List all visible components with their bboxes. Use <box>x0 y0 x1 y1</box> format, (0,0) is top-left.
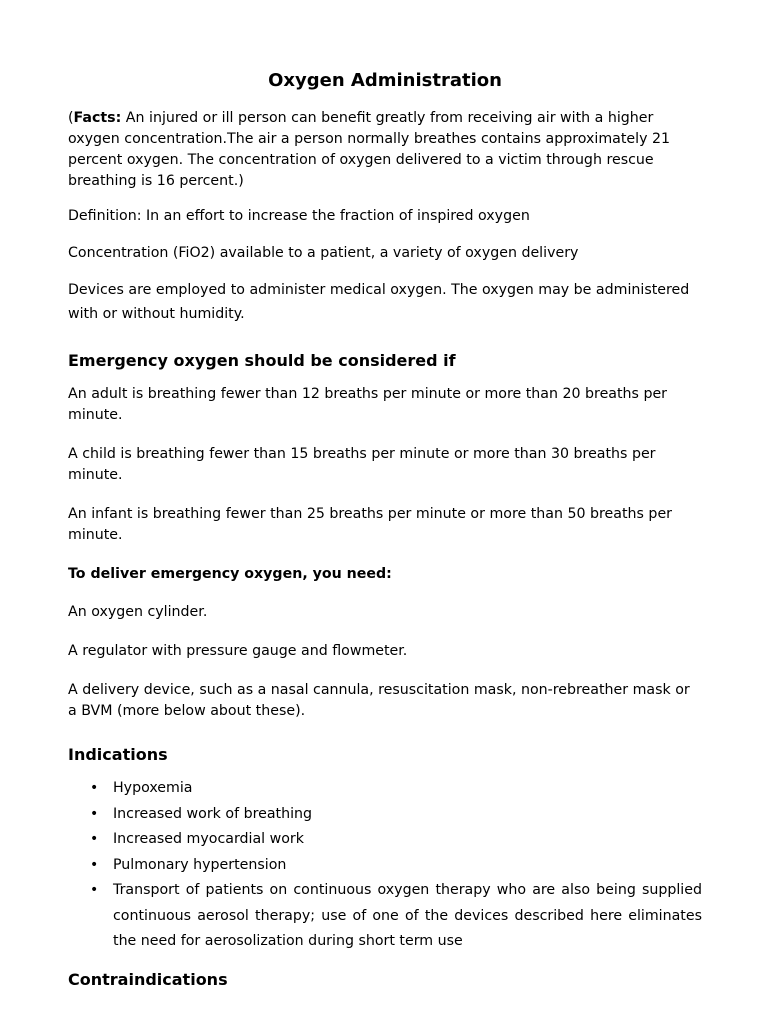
list-item <box>68 802 702 828</box>
facts-paragraph <box>68 108 702 192</box>
bullet-icon: • <box>90 882 99 898</box>
deliver-heading: To deliver emergency oxygen, you need: <box>68 566 392 582</box>
condition-child: A child is breathing fewer than 15 breaths per minute or more than 30 breaths per minute. <box>68 446 656 483</box>
list-item <box>68 853 702 879</box>
list-item-text: Increased work of breathing <box>113 805 313 822</box>
indications-list <box>68 776 702 955</box>
page-title: Oxygen Administration <box>268 70 502 91</box>
concentration-paragraph: Concentration (FiO2) available to a patient, a variety of oxygen delivery <box>68 245 579 261</box>
list-item <box>68 878 702 955</box>
indications-heading: Indications <box>68 745 168 764</box>
condition-adult: An adult is breathing fewer than 12 breaths per minute or more than 20 breaths per minute. <box>68 386 668 423</box>
list-item-text: Increased myocardial work <box>113 831 304 847</box>
contraindications-heading: Contraindications <box>68 969 228 989</box>
need-item-delivery-device: A delivery device, such as a nasal cannula, resuscitation mask, non-rebreather mask or a BVM (more below about these). <box>68 682 690 719</box>
definition-paragraph: Definition: In an effort to increase the fraction of inspired oxygen <box>68 208 530 224</box>
condition-infant: An infant is breathing fewer than 25 breaths per minute or more than 50 breaths per minute. <box>68 506 672 543</box>
bullet-icon: • <box>90 805 99 822</box>
facts-text: An injured or ill person can benefit greatly from receiving air with a higher oxygen concentration.The air a person normally breathes contains approximately 21 percent oxygen. The concentration of oxygen delivered to a victim through rescue breathing is 16 percent.) <box>68 110 671 189</box>
list-item <box>68 776 702 802</box>
document-page <box>68 68 702 1001</box>
bullet-icon: • <box>90 780 99 796</box>
need-item-cylinder: An oxygen cylinder. <box>68 604 208 620</box>
bullet-icon: • <box>90 856 99 873</box>
emergency-heading: Emergency oxygen should be considered if <box>68 351 456 370</box>
list-item <box>68 827 702 853</box>
need-item-regulator: A regulator with pressure gauge and flowmeter. <box>68 643 408 659</box>
list-item-text: Transport of patients on continuous oxygen therapy who are also being supplied continuous aerosol therapy; use of one of the devices described here eliminates the need for aerosolization during short term use <box>113 882 702 949</box>
list-item-text: Hypoxemia <box>113 780 193 796</box>
list-item-text: Pulmonary hypertension <box>113 856 287 873</box>
devices-paragraph: Devices are employed to administer medical oxygen. The oxygen may be administered with or without humidity. <box>68 282 690 322</box>
facts-open-paren: ( <box>68 110 74 126</box>
bullet-icon: • <box>90 831 99 847</box>
facts-label: Facts: <box>73 110 122 126</box>
